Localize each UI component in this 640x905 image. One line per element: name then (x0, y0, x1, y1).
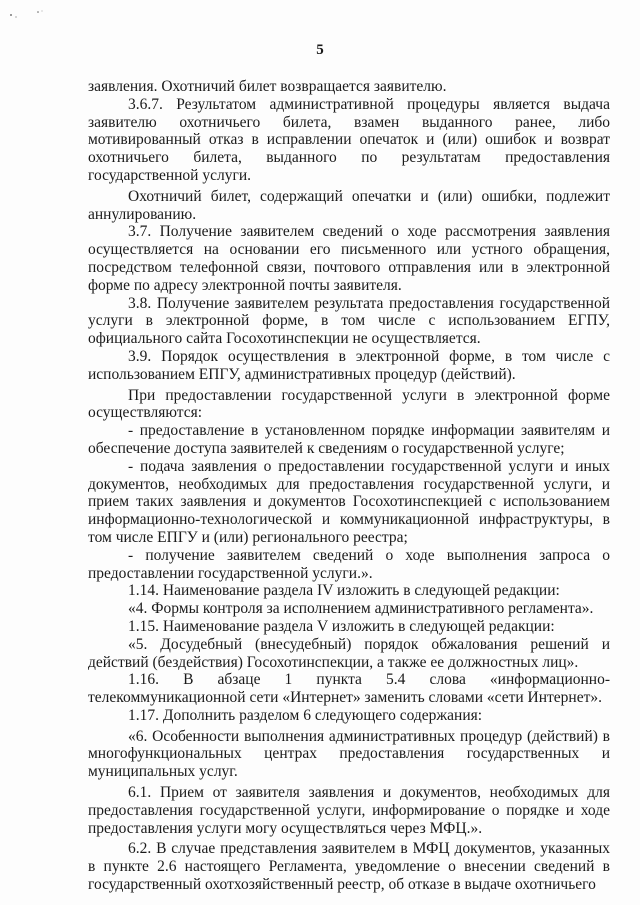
paragraph: 6.1. Прием от заявителя заявления и документов, необходимых для предоставления государственной услуги, информирование о порядке и ходе предоставления услуги могу осуществляться через МФЦ.». (88, 784, 610, 837)
page-number: 5 (316, 42, 324, 58)
paragraph: Охотничий билет, содержащий опечатки и (или) ошибки, подлежит аннулированию. (88, 187, 610, 223)
paragraph: 1.17. Дополнить разделом 6 следующего содержания: (128, 706, 483, 724)
paragraph: 6.2. В случае представления заявителем в МФЦ документов, указанных в пункте 2.6 настоящего Регламента, уведомление о внесении сведений в государственный охотхозяйственный реестр, об отказе в выдаче охотничьего (88, 840, 610, 894)
paragraph: 3.6.7. Результатом административной процедуры является выдача заявителю охотничьего билета, взамен выданного ранее, либо мотивированный отказ в исправлении опечаток и (или) ошибок и возврат охотничьего билета, выданного по результатам предоставления государственной услуги. (88, 95, 610, 184)
paragraph: «5. Досудебный (внесудебный) порядок обжалования решений и действий (бездействия) Госохотинспекции, а также ее должностных лиц». (88, 635, 610, 671)
paragraph: При предоставлении государственной услуги в электронной форме осуществляются: (88, 386, 610, 422)
paragraph: «4. Формы контроля за исполнением административного регламента». (128, 600, 594, 618)
paragraph: 3.9. Порядок осуществления в электронной форме, в том числе с использованием ЕПГУ, административных процедур (действий). (88, 347, 610, 383)
paragraph: 1.14. Наименование раздела IV изложить в следующей редакции: (128, 582, 560, 600)
paragraph: - предоставление в установленном порядке информации заявителям и обеспечение доступа заявителей к сведениям о государственной услуге; (88, 422, 610, 457)
scan-specks (8, 8, 48, 20)
paragraph: заявления. Охотничий билет возвращается заявителю. (88, 78, 447, 95)
paragraph: «6. Особенности выполнения административных процедур (действий) в многофункциональных центрах предоставления государственных и муниципальных услуг. (88, 727, 610, 781)
paragraph: 1.16. В абзаце 1 пункта 5.4 слова «информационно-телекоммуникационной сети «Интернет» заменить словами «сети Интернет». (88, 671, 610, 707)
paragraph: 3.7. Получение заявителем сведений о ходе рассмотрения заявления осуществляется на основании его письменного или устного обращения, посредством телефонной связи, почтового отправления или в электронной форме по адресу электронной почты заявителя. (88, 223, 610, 294)
paragraph: 3.8. Получение заявителем результата предоставления государственной услуги в электронной форме, в том числе с использованием ЕГПУ, официального сайта Госохотинспекции не осуществляется. (88, 294, 610, 348)
body-text (88, 78, 610, 894)
paragraph: - получение заявителем сведений о ходе выполнения запроса о предоставлении государственной услуги.». (88, 546, 610, 582)
paragraph: 1.15. Наименование раздела V изложить в следующей редакции: (128, 617, 555, 635)
paragraph: - подача заявления о предоставлении государственной услуги и иных документов, необходимых для предоставления государственной услуги, и прием таких заявления и документов Госохотинспекцией с использованием информационно-технологической и коммуникационной инфраструктуры, в том числе ЕПГУ и (или) регионального реестра; (88, 457, 610, 546)
